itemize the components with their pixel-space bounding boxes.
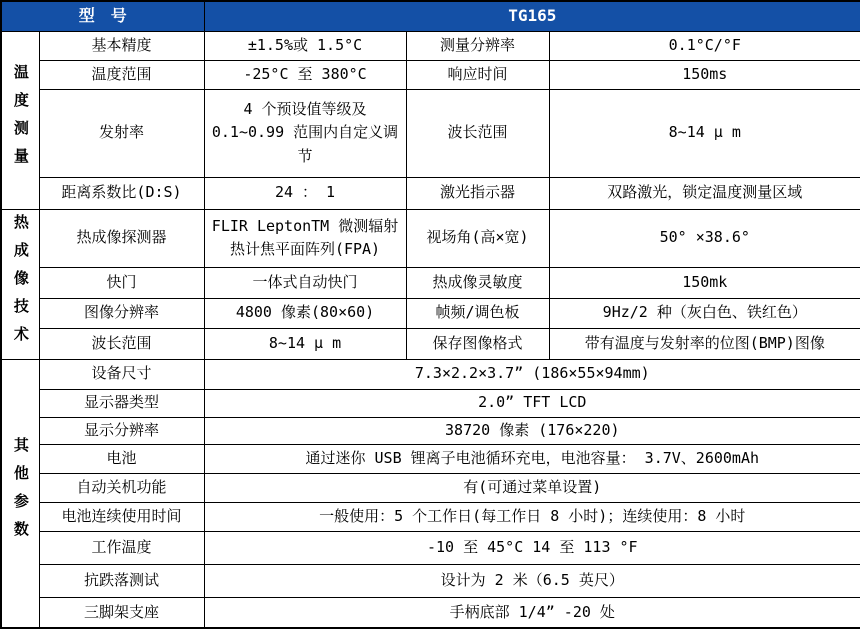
table-row [1,209,860,267]
section-label-thermal-imaging: 热成像技术 [1,209,39,359]
row-label: 温度范围 [39,60,204,89]
row-label: 工作温度 [39,531,204,564]
section-label-other-parameters: 其他参数 [1,359,39,628]
table-header-row [1,1,860,31]
section-label-temperature-measurement: 温度测量 [1,31,39,209]
row-value: 24 ： 1 [204,177,406,209]
table-row [1,564,860,597]
table-row [1,531,860,564]
row-value: 4800 像素(80×60) [204,298,406,328]
row-value: -25°C 至 380°C [204,60,406,89]
row-label: 图像分辨率 [39,298,204,328]
row-value: 通过迷你 USB 锂离子电池循环充电，电池容量： 3.7V、2600mAh [204,444,860,473]
row-value: 2.0” TFT LCD [204,389,860,417]
table-row [1,389,860,417]
row-label: 抗跌落测试 [39,564,204,597]
row-value: 150mk [549,267,860,298]
table-row [1,31,860,60]
row-label: 热成像灵敏度 [406,267,549,298]
row-value: -10 至 45°C 14 至 113 °F [204,531,860,564]
table-row [1,177,860,209]
row-value: 0.1°C/°F [549,31,860,60]
row-label: 距离系数比(D:S) [39,177,204,209]
row-value: FLIR LeptonTM 微测辐射热计焦平面阵列(FPA) [204,209,406,267]
row-label: 帧频/调色板 [406,298,549,328]
row-label: 电池连续使用时间 [39,502,204,531]
table-row [1,328,860,359]
table-row [1,89,860,177]
table-row [1,502,860,531]
row-label: 显示分辨率 [39,417,204,444]
row-value: 150ms [549,60,860,89]
row-value: 双路激光，锁定温度测量区域 [549,177,860,209]
row-label: 波长范围 [406,89,549,177]
table-row [1,298,860,328]
table-row [1,444,860,473]
row-value: 38720 像素 (176×220) [204,417,860,444]
row-label: 显示器类型 [39,389,204,417]
row-label: 响应时间 [406,60,549,89]
row-label: 视场角(高×宽) [406,209,549,267]
row-value: 7.3×2.2×3.7” (186×55×94mm) [204,359,860,389]
row-label: 电池 [39,444,204,473]
row-value: 50° ×38.6° [549,209,860,267]
row-value: 一体式自动快门 [204,267,406,298]
row-value: ±1.5%或 1.5°C [204,31,406,60]
table-row [1,597,860,628]
row-label: 快门 [39,267,204,298]
table-row [1,473,860,502]
row-label: 基本精度 [39,31,204,60]
table-row [1,417,860,444]
row-value: 手柄底部 1/4” -20 处 [204,597,860,628]
row-label: 测量分辨率 [406,31,549,60]
table-row [1,267,860,298]
row-label: 自动关机功能 [39,473,204,502]
row-value: 带有温度与发射率的位图(BMP)图像 [549,328,860,359]
row-value: 8~14 μ m [549,89,860,177]
row-label: 保存图像格式 [406,328,549,359]
header-model-label: 型 号 [1,1,204,31]
row-label: 热成像探测器 [39,209,204,267]
row-label: 三脚架支座 [39,597,204,628]
table-row [1,359,860,389]
row-value: 设计为 2 米（6.5 英尺） [204,564,860,597]
row-value: 4 个预设值等级及 0.1~0.99 范围内自定义调节 [204,89,406,177]
table-row [1,60,860,89]
row-label: 波长范围 [39,328,204,359]
row-value: 8~14 μ m [204,328,406,359]
row-label: 激光指示器 [406,177,549,209]
row-value: 9Hz/2 种（灰白色、铁红色） [549,298,860,328]
row-value: 有(可通过菜单设置) [204,473,860,502]
header-model-value: TG165 [204,1,860,31]
row-value: 一般使用：5 个工作日(每工作日 8 小时)；连续使用：8 小时 [204,502,860,531]
row-label: 设备尺寸 [39,359,204,389]
row-label: 发射率 [39,89,204,177]
